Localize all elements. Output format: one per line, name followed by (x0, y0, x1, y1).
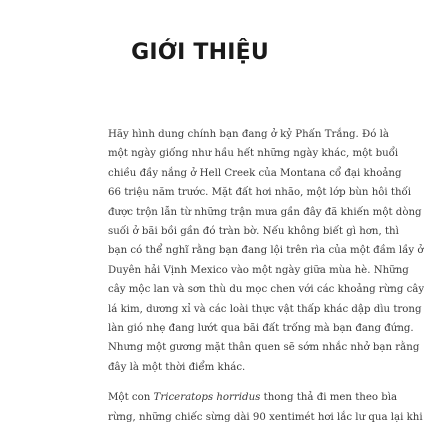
text-line: một ngày giống như hầu hết những ngày khác, một buổi (108, 148, 399, 160)
paragraph-2 (88, 388, 423, 427)
paragraph-1 (88, 125, 424, 377)
text-line: rừng, những chiếc sừng dài 90 xentimét hơi lắc lư qua lại khi (108, 411, 423, 423)
text-line: cây mộc lan và sơn thù du mọc chen với các khoảng rừng cây (108, 284, 424, 296)
text-line: Hãy hình dung chính bạn đang ở kỷ Phấn Trắng. Đó là (108, 129, 389, 140)
chapter-title: GIỚI THIỆU (131, 40, 269, 65)
text-line: chiều đầy nắng ở Hell Creek của Montana cổ đại khoảng (108, 167, 402, 179)
text-line: 66 triệu năm trước. Mặt đất hơi nhão, một lớp bùn hôi thối (108, 187, 412, 199)
text-line: suối ở bãi bồi gần đó tràn bờ. Nếu không biết gì hơn, thì (108, 226, 399, 238)
text-line: Nhưng một gương mặt thân quen sẽ sớm nhắc nhở bạn rằng (108, 342, 420, 354)
species-name: Triceratops horridus (153, 392, 261, 404)
text-line: lá kim, dương xỉ và các loài thực vật thấp khác dập dìu trong (108, 303, 422, 315)
text-line: Một con Triceratops horridus thong thả đi men theo bìa (108, 392, 398, 404)
text-line: Duyên hải Vịnh Mexico vào một ngày giữa mùa hè. Những (108, 264, 409, 276)
text-line: được trộn lẫn từ những trận mưa gần đây đã khiến một dòng (108, 206, 422, 218)
text-line: đây là một thời điểm khác. (108, 361, 246, 373)
body-text (88, 125, 424, 427)
text-line: bạn có thể nghĩ rằng bạn đang lội trên rìa của một đầm lầy ở (108, 245, 424, 257)
text-line: làn gió nhẹ đang lướt qua bãi đất trống mà bạn đang đứng. (108, 323, 414, 335)
